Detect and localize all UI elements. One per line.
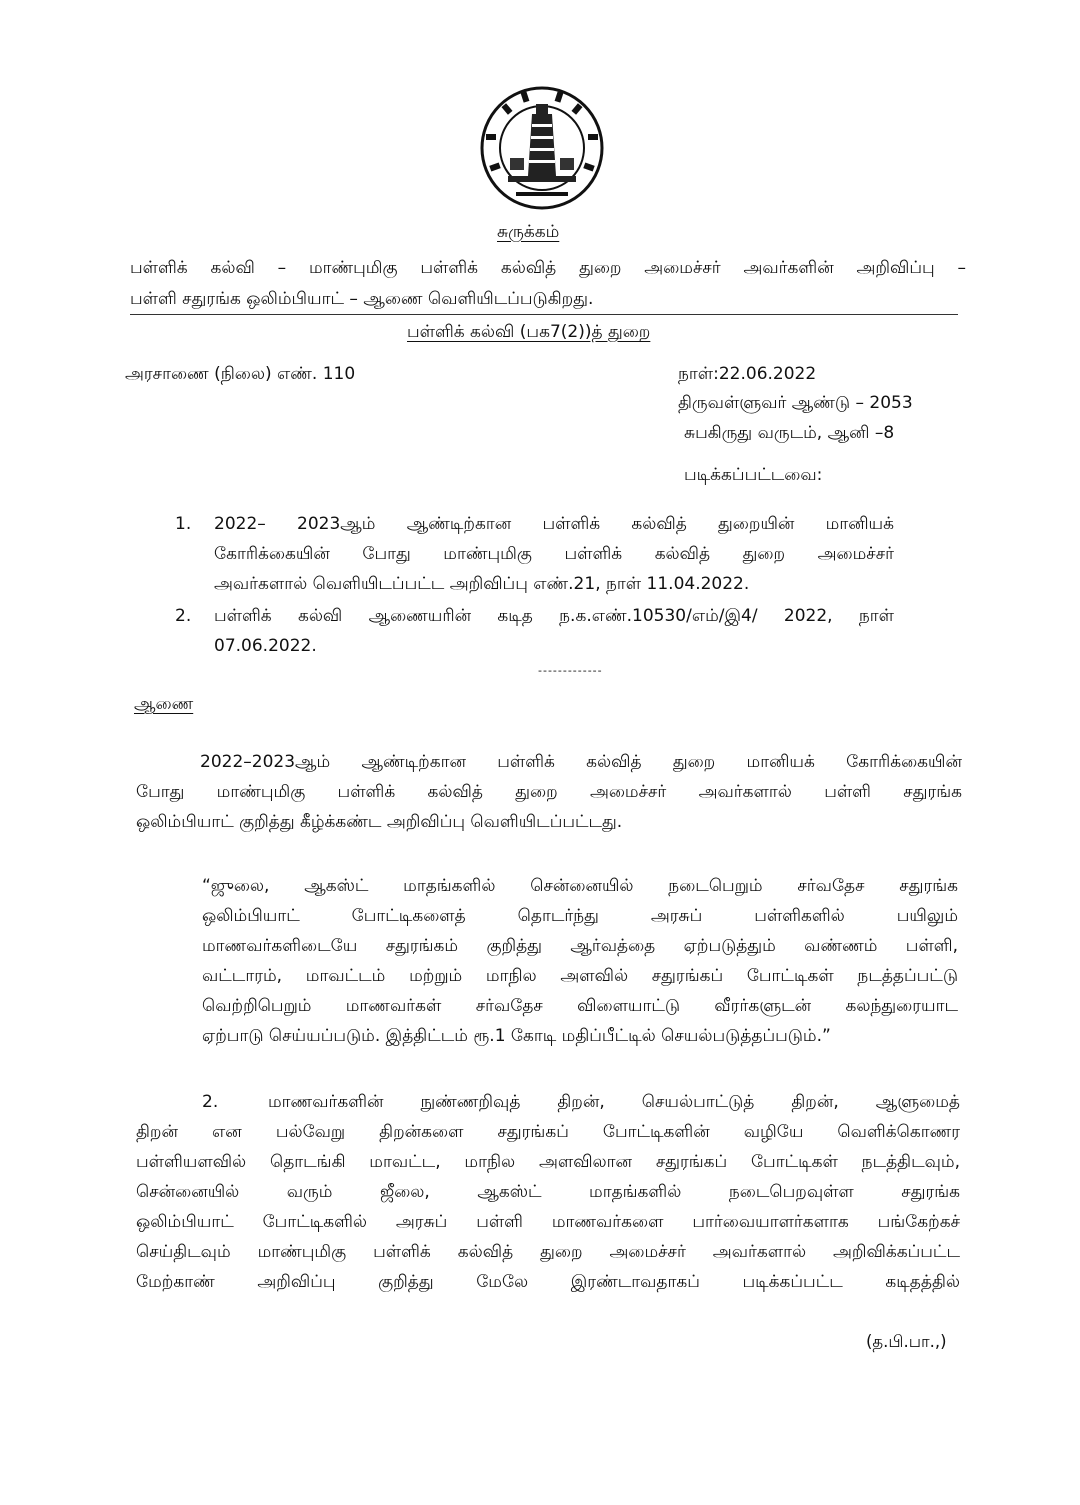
- go-number: அரசாணை (நிலை) எண். 110: [125, 364, 356, 384]
- read-heading: படிக்கப்பட்டவை:: [684, 465, 823, 485]
- order-date: நாள்:22.06.2022: [678, 364, 817, 384]
- summary-title: சுருக்கம்: [497, 222, 560, 242]
- summary-line-2: பள்ளி சதுரங்க ஒலிம்பியாட் – ஆணை வெளியிடப்படுகிறது.: [130, 289, 594, 309]
- reference-2-line-2: 07.06.2022.: [214, 636, 317, 656]
- please-turn-over: (த.பி.பா.,): [866, 1332, 947, 1351]
- quote-line-5: வெற்றிபெறும் மாணவர்கள் சர்வதேச விளையாட்டு வீரர்களுடன் கலந்துரையாட: [202, 996, 958, 1016]
- quote-line-3: மாணவர்களிடையே சதுரங்கம் குறித்து ஆர்வத்தை ஏற்படுத்தும் வண்ணம் பள்ளி,: [202, 936, 958, 956]
- reference-1-line-2: கோரிக்கையின் போது மாண்புமிகு பள்ளிக் கல்வித் துறை அமைச்சர்: [214, 544, 894, 564]
- reference-number-1: 1.: [175, 514, 192, 534]
- quote-line-6: ஏற்பாடு செய்யப்படும். இத்திட்டம் ரூ.1 கோடி மதிப்பீட்டில் செயல்படுத்தப்படும்.”: [202, 1026, 831, 1046]
- para2-line-5: ஒலிம்பியாட் போட்டிகளில் அரசுப் பள்ளி மாணவர்களை பார்வையாளர்களாக பங்கேற்கச்: [136, 1212, 960, 1232]
- section-divider: -------------: [538, 664, 603, 677]
- tamil-year: திருவள்ளுவர் ஆண்டு – 2053: [678, 393, 913, 413]
- para1-line-1: 2022–2023ஆம் ஆண்டிற்கான பள்ளிக் கல்வித் துறை மானியக் கோரிக்கையின்: [200, 752, 962, 772]
- para2-line-7: மேற்காண் அறிவிப்பு குறித்து மேலே இரண்டாவதாகப் படிக்கப்பட்ட கடிதத்தில்: [136, 1272, 960, 1292]
- para2-line-1: மாணவர்களின் நுண்ணறிவுத் திறன், செயல்பாட்டுத் திறன், ஆளுமைத்: [268, 1092, 960, 1112]
- summary-rule: [130, 314, 958, 315]
- tamil-nadu-emblem-icon: [476, 84, 608, 214]
- para2-line-3: பள்ளியளவில் தொடங்கி மாவட்ட, மாநில அளவிலான சதுரங்கப் போட்டிகள் நடத்திடவும்,: [136, 1152, 960, 1172]
- quote-line-1: “ஜுலை, ஆகஸ்ட் மாதங்களில் சென்னையில் நடைபெறும் சர்வதேச சதுரங்க: [202, 876, 958, 896]
- order-heading: ஆணை: [134, 694, 194, 714]
- tamil-month: சுபகிருது வருடம், ஆனி –8: [684, 423, 895, 443]
- quote-line-2: ஒலிம்பியாட் போட்டிகளைத் தொடர்ந்து அரசுப் பள்ளிகளில் பயிலும்: [202, 906, 958, 926]
- reference-2-line-1: பள்ளிக் கல்வி ஆணையரின் கடித ந.க.எண்.10530/எம்/இ4/ 2022, நாள்: [214, 606, 894, 626]
- para2-line-4: சென்னையில் வரும் ஜீலை, ஆகஸ்ட் மாதங்களில் நடைபெறவுள்ள சதுரங்க: [136, 1182, 960, 1202]
- quote-line-4: வட்டாரம், மாவட்டம் மற்றும் மாநில அளவில் சதுரங்கப் போட்டிகள் நடத்தப்பட்டு: [202, 966, 958, 986]
- para2-line-2: திறன் என பல்வேறு திறன்களை சதுரங்கப் போட்டிகளின் வழியே வெளிக்கொணர: [136, 1122, 960, 1142]
- department-heading: பள்ளிக் கல்வி (பக7(2))த் துறை: [407, 322, 651, 342]
- para1-line-2: போது மாண்புமிகு பள்ளிக் கல்வித் துறை அமைச்சர் அவர்களால் பள்ளி சதுரங்க: [136, 782, 962, 802]
- reference-1-line-3: அவர்களால் வெளியிடப்பட்ட அறிவிப்பு எண்.21, நாள் 11.04.2022.: [214, 574, 750, 594]
- para2-line-6: செய்திடவும் மாண்புமிகு பள்ளிக் கல்வித் துறை அமைச்சர் அவர்களால் அறிவிக்கப்பட்ட: [136, 1242, 960, 1262]
- reference-number-2: 2.: [175, 606, 192, 626]
- para2-number: 2.: [202, 1092, 219, 1112]
- para1-line-3: ஒலிம்பியாட் குறித்து கீழ்க்கண்ட அறிவிப்பு வெளியிடப்பட்டது.: [136, 812, 623, 832]
- reference-1-line-1: 2022– 2023ஆம் ஆண்டிற்கான பள்ளிக் கல்வித் துறையின் மானியக்: [214, 514, 894, 534]
- summary-line-1: பள்ளிக் கல்வி – மாண்புமிகு பள்ளிக் கல்வித் துறை அமைச்சர் அவர்களின் அறிவிப்பு –: [130, 258, 966, 278]
